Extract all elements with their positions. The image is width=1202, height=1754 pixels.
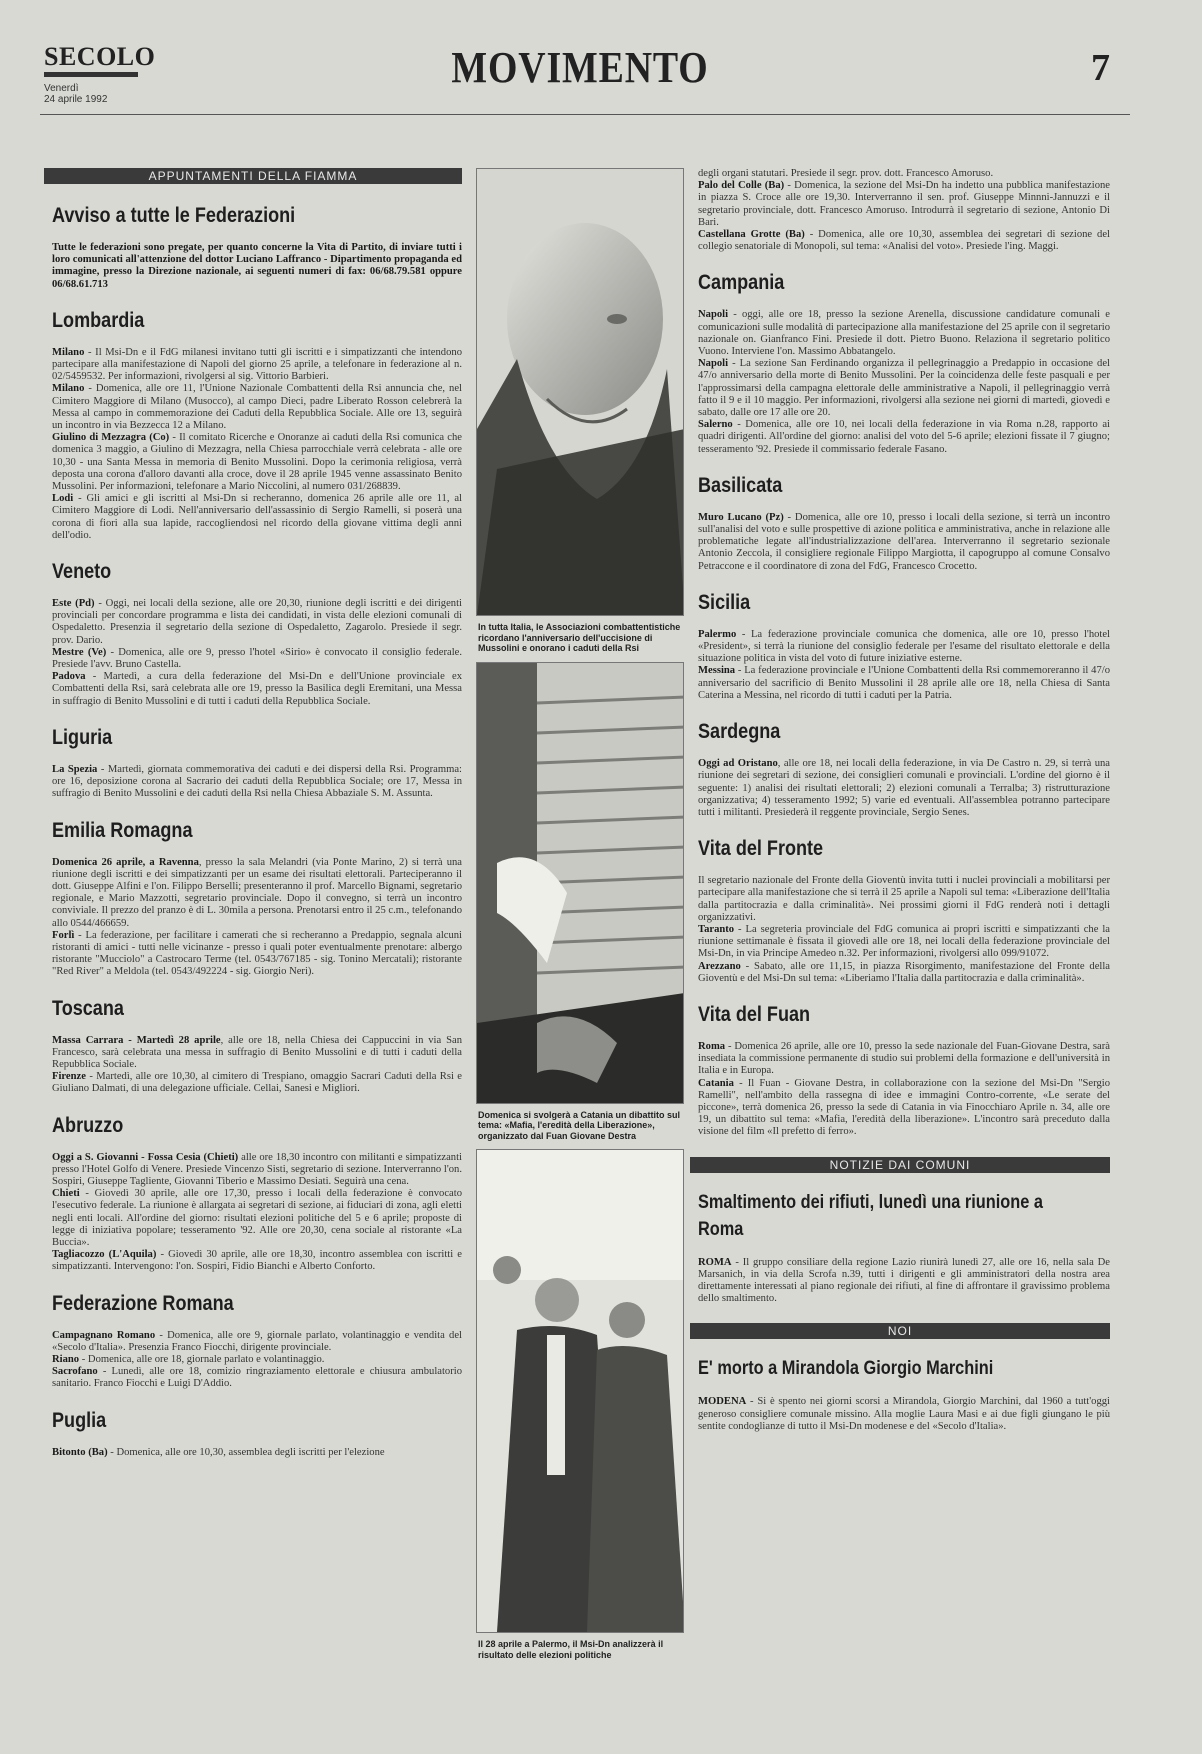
photo-mussolini-portrait <box>476 168 684 616</box>
notice-item <box>698 229 1110 253</box>
section-title: MOVIMENTO <box>451 43 709 92</box>
notice-lead: Padova <box>52 671 86 683</box>
notice-text: - Si è spento nei giorni scorsi a Mirandola, Giorgio Marchini, dal 1960 a tutt'oggi generoso consigliere comunale missino. Alla moglie Laura Masi e ai due figli giungano le più sentite condoglianze di tutto il Msi-Dn modenese e del «Secolo d'Italia». <box>698 1396 1110 1432</box>
notice-lead: Este (Pd) <box>52 598 95 610</box>
notice-item <box>52 1188 462 1249</box>
notice-lead: Castellana Grotte (Ba) <box>698 229 805 241</box>
notice-item <box>52 1152 462 1189</box>
toscana-body <box>52 1035 462 1096</box>
veneto-body <box>52 598 462 708</box>
notice-text: - La sezione San Ferdinando organizza il pellegrinaggio a Predappio in occasione del 47/o anniversario della morte di Benito Mussolini. Per la coincidenza delle feste pasquali e per l'approssimarsi della campagna elettorale delle amministrative a Napoli, il pellegrinaggio verrà fatto il 9 e il 10 maggio. Per informazioni, rivolgersi alla sezione nei giorni di martedì, giovedì e sabato, dalle ore 17 alle ore 20. <box>698 358 1110 419</box>
notice-item <box>52 383 462 432</box>
liguria-heading: Liguria <box>52 725 113 749</box>
notice-item <box>52 493 462 542</box>
puglia-heading: Puglia <box>52 1408 107 1432</box>
notice-lead: Oggi a S. Giovanni - Fossa Cesia (Chieti) <box>52 1151 239 1163</box>
lombardia-body <box>52 347 462 542</box>
notice-lead: Palermo <box>698 628 737 640</box>
emilia-body <box>52 857 462 979</box>
notice-text: - Il comitato Ricerche e Onoranze ai caduti della Rsi comunica che domenica 3 maggio, a Giulino di Mezzagra, nella Chiesa parrocchiale verrà celebrata - alle ore 10,30 - una Santa Messa in memoria di Benito Mussolini. Dopo la cerimonia religiosa, verrà deposta una corona d'alloro davanti alla croce, dove il 28 aprile 1945 venne assassinato Benito Mussolini. Per informazioni, telefonare a Mario Niccolini, al numero 031/268839. <box>52 432 462 493</box>
toscana-heading: Toscana <box>52 996 124 1020</box>
notice-item <box>52 930 462 979</box>
noi-headline: E' morto a Mirandola Giorgio Marchini <box>698 1358 994 1380</box>
noi-band: NOI <box>690 1323 1110 1339</box>
notice-item <box>52 1330 462 1354</box>
notice-lead: Napoli <box>698 358 729 370</box>
notice-item <box>52 1249 462 1273</box>
wall-scene-illustration <box>477 663 684 1103</box>
notice-text: - Martedì, giornata commemorativa dei caduti e dei dispersi della Rsi. Programma: ore 16, deposizione corona al Sacrario dei caduti della Repubblica Sociale; ore 17, Messa in suffragio di Benito Mussolini e dei caduti della Rsi nella Chiesa Abbaziale S. M. Assunta. <box>52 763 462 800</box>
fuan-heading: Vita del Fuan <box>698 1002 811 1026</box>
notice-item <box>698 758 1110 819</box>
notice-text: - Il gruppo consiliare della regione Lazio riunirà lunedì 27, alle ore 16, nella sala De Marsanich, in via della Scrofa n.39, tutti i dirigenti e gli amministratori della nostra area direttamente interessati al piano regionale dei rifiuti, al fine di affrontare il gravissimo problema dello smaltimento. <box>698 1256 1110 1305</box>
notice-lead: Milano <box>52 383 85 395</box>
notice-item <box>52 1447 462 1459</box>
notice-text: - Domenica, alle ore 9, presso l'hotel «Sirio» è convocato il consiglio federale. Presiede l'avv. Bruno Castella. <box>52 646 462 671</box>
notice-item <box>52 598 462 647</box>
campania-heading: Campania <box>698 271 785 295</box>
notice-text: - Domenica, alle ore 10, presso i locali della sezione, si terrà un incontro sull'analisi del voto e sulle prospettive di azione politica e amministrativa, anche in relazione alle problematiche legate all'industrializzazione dell'area. Interverranno il segretario sezionale Antonio Zeccola, il consigliere regionale Filippo Margiotta, il capogruppo al comune Consalvo Petraccone e il coordinatore di zona del FdG, Francesco Crocetto. <box>698 511 1110 572</box>
notice-text: - Giovedì 30 aprile, alle ore 18,30, incontro assemblea con iscritti e simpatizzanti. Intervengono: l'on. Sospiri, Fidio Bianchi e Alberto Conforto. <box>52 1249 462 1273</box>
notice-lead: Taranto <box>698 923 735 935</box>
notice-item <box>698 1078 1110 1139</box>
notice-text: - Domenica, alle ore 10,30, assemblea dei segretari di sezione del collegio senatoriale di Monopoli, sul tema: «Analisi del voto». Presiede l'ing. Maggi. <box>698 229 1110 253</box>
notice-text: degli organi statutari. Presiede il segr. prov. dott. Francesco Amoruso. <box>698 168 994 179</box>
notice-item <box>698 358 1110 419</box>
fuan-body <box>698 1041 1110 1139</box>
notice-item <box>698 629 1110 666</box>
notice-item <box>52 432 462 493</box>
notice-lead: Oggi ad Oristano <box>698 758 778 770</box>
notice-lead: ROMA <box>698 1256 732 1268</box>
notice-text: - Oggi, nei locali della sezione, alle ore 20,30, riunione degli iscritti e dei dirigenti provinciali per concordare programma e lista dei candidati, in vista delle elezioni comunali di Ospedaletto. Presenzia il segretario della sezione di Ospedaletto, Zagarolo. Presiede il segr. prov. Dario. <box>52 598 462 646</box>
notice-item <box>52 1354 462 1366</box>
comuni-body <box>698 1257 1110 1306</box>
notice-item <box>52 857 462 930</box>
notice-text: - La segreteria provinciale del FdG comunica ai propri iscritti e simpatizzanti che la riunione settimanale è fissata il giovedì alle ore 18, nei locali della federazione provinciale del Msi-Dn, in via Principe Amedeo n.32. Per informazioni, rivolgersi allo 099/91072. <box>698 923 1110 960</box>
notice-lead: Bitonto (Ba) <box>52 1446 108 1458</box>
notice-text: alle ore 18,30 incontro con militanti e simpatizzanti presso l'Hotel Golfo di Venere. Presiede Vincenzo Sisti, segretario di sezione. Interverranno l'on. Sospiri, Giuseppe Tagliente, Giovanni Tiberio e Massimo Desiati. Seguirà una cena. <box>52 1151 462 1187</box>
puglia-continued-body <box>698 168 1110 253</box>
notice-lead: Chieti <box>52 1188 80 1200</box>
veneto-heading: Veneto <box>52 560 112 584</box>
notice-lead: Domenica 26 aprile, a Ravenna <box>52 856 199 868</box>
notice-item <box>698 1257 1110 1306</box>
notice-lead: Firenze <box>52 1071 86 1083</box>
notice-item <box>52 1035 462 1072</box>
fronte-body <box>698 875 1110 985</box>
notice-lead: Salerno <box>698 419 733 431</box>
notice-item <box>52 764 462 801</box>
notice-text: , presso la sala Melandri (via Ponte Marino, 2) si terrà una riunione degli iscritti e dei simpatizzanti per un esame dei risultati elettorali. Parteciperanno il dott. Giuseppe Alfini e l'on. Filippo Berselli; presenteranno il prof. Marcello Bignami, segretario regionale, e Mario Mazzotti, segretario provinciale. Dopo il convegno, si terrà un incontro conviviale. Il prezzo del pranzo è di L. 30mila a persona. Prenotarsi entro il 25 c.m., telefonando allo 0544/466659. <box>52 856 462 929</box>
lombardia-heading: Lombardia <box>52 308 145 332</box>
notice-lead: Giulino di Mezzagra (Co) <box>52 432 170 444</box>
caption-3: Il 28 aprile a Palermo, il Msi-Dn analizzerà il risultato delle elezioni politiche <box>478 1639 664 1660</box>
puglia-body <box>52 1447 462 1459</box>
notice-lead: Roma <box>698 1040 726 1052</box>
masthead-brand <box>44 44 155 105</box>
notice-item <box>698 309 1110 358</box>
notice-text: - Domenica 26 aprile, alle ore 10, presso la sede nazionale del Fuan-Giovane Destra, sarà insediata la commissione permanente di studio sui problemi della formazione e dell'università in Italia e in Europa. <box>698 1040 1110 1077</box>
notice-text: - Domenica, alle ore 11, l'Unione Nazionale Combattenti della Rsi annuncia che, nel Cimitero Maggiore di Milano (Musocco), al campo Dieci, padre Liberato Rosson celebrerà la Messa al campo in commemorazione dei Caduti della Repubblica Sociale. Alle ore 13, seguirà un incontro in via Bezzecca 12 a Milano. <box>52 383 462 432</box>
caption-2: Domenica si svolgerà a Catania un dibattito sul tema: «Mafia, l'eredità della Liberazione», organizzato dal Fuan Giovane Destra <box>478 1109 681 1141</box>
notice-item <box>698 924 1110 961</box>
notice-text: - La federazione provinciale comunica che domenica, alle ore 10, presso l'hotel «President», si terrà la riunione del consiglio federale per l'esame del risultato elettorale e della situazione politica in vista del voto di future iniziative esterne. <box>698 628 1110 665</box>
notice-lead: Mestre (Ve) <box>52 646 107 658</box>
notice-text: - Gli amici e gli iscritti al Msi-Dn si recheranno, domenica 26 aprile alle ore 11, al Cimitero Maggiore di Lodi. Nell'anniversario dell'assassinio di Sergio Ramelli, si poserà una corona di fiori alla sua lapide, raccogliendosi nel ricordo della giovane vittima degli anni dell'odio. <box>52 493 462 541</box>
comuni-headline: Smaltimento dei rifiuti, lunedì una riunione a Roma <box>698 1191 1043 1240</box>
notice-text: - oggi, alle ore 18, presso la sezione Arenella, discussione candidature comunali e comunicazioni sulle modalità di partecipazione alla manifestazione del 25 aprile con il segretario nazionale on. Gianfranco Fini. Presiede il dott. Pietro Buono. Relaziona il segretario politico Vuono. Interviene l'on. Massimo Abbatangelo. <box>698 309 1110 358</box>
notice-lead: Milano <box>52 346 85 358</box>
notice-item <box>52 1366 462 1390</box>
romana-body <box>52 1330 462 1391</box>
notice-lead: Napoli <box>698 309 729 321</box>
notice-lead: Catania <box>698 1077 734 1089</box>
notice-item <box>698 512 1110 573</box>
crowd-scene-illustration <box>477 1150 684 1632</box>
page-number: 7 <box>1091 47 1110 89</box>
appuntamenti-band: APPUNTAMENTI DELLA FIAMMA <box>44 168 462 184</box>
portrait-illustration <box>477 169 684 615</box>
avviso-body <box>52 242 462 291</box>
emilia-heading: Emilia Romagna <box>52 818 193 842</box>
notice-text: - Sabato, alle ore 11,15, in piazza Risorgimento, manifestazione del Fronte della Gioventù e del Msi-Dn sul tema: «Liberiamo l'Italia dalla partitocrazia e dalla criminalità». <box>698 960 1110 984</box>
sardegna-heading: Sardegna <box>698 720 781 744</box>
dateline-weekday: Venerdì <box>44 83 79 94</box>
notice-item <box>698 665 1110 702</box>
avviso-heading: Avviso a tutte le Federazioni <box>52 204 296 227</box>
photo-wall-scene <box>476 662 684 1104</box>
notice-item <box>698 168 1110 180</box>
notice-item <box>52 647 462 671</box>
notice-text: - Giovedì 30 aprile, alle ore 17,30, presso i locali della federazione è convocato l'esecutivo federale. La riunione è allargata ai segretari di sezione, ai fiduciari di zona, agli eletti negli enti locali. All'ordine del giorno: risultati elezioni politiche del 5 e 6 aprile; proposte di legge di iniziativa popolare; tesseramento '92. Alle ore 20,30, cena sociale al ristorante «La Buccia». <box>52 1188 462 1248</box>
notice-text: - Domenica, alle ore 10,30, assemblea degli iscritti per l'elezione <box>107 1446 385 1458</box>
notice-item <box>52 347 462 384</box>
notice-lead: Lodi <box>52 493 74 505</box>
notice-lead: Muro Lucano (Pz) <box>698 511 784 523</box>
notice-text: - La federazione, per facilitare i camerati che si recheranno a Predappio, segnala alcuni ristoranti di amici - tutti nelle vicinanze - presso i quali poter eventualmente prenotare: albergo ristorante "Mucciolo" a Castrocaro Terme (tel. 0543/767185 - sig. Tonino Mercatali); ristorante "Red River" a Meldola (tel. 0543/492224 - sig. Giorgio Neri). <box>52 929 462 978</box>
right-column <box>690 168 1110 1451</box>
notice-text: , alle ore 18, nella Chiesa dei Cappuccini in via San Francesco, sarà celebrata una messa in suffragio di Benito Mussolini e di tutti i caduti della Repubblica Sociale. <box>52 1034 462 1070</box>
dateline-date: 24 aprile 1992 <box>44 94 108 105</box>
caption-1: In tutta Italia, le Associazioni combattentistiche ricordano l'anniversario dell'uccisione di Mussolini e onorano i caduti della Rsi <box>478 622 681 653</box>
notice-item <box>698 961 1110 985</box>
abruzzo-heading: Abruzzo <box>52 1113 124 1137</box>
basilicata-heading: Basilicata <box>698 473 783 497</box>
notice-lead: Forlì <box>52 929 75 941</box>
notice-text: - Lunedì, alle ore 18, comizio ringraziamento elettorale e chiusura ambulatorio sanitario. Franco Fiocchi e Luigi D'Addio. <box>52 1366 462 1390</box>
abruzzo-body <box>52 1152 462 1274</box>
notice-text: - Domenica, la sezione del Msi-Dn ha indetto una pubblica manifestazione in piazza S. Croce alle ore 19,30. Interverranno il sen. prof. Giuseppe Minnni-Jannuzzi e il segretario provinciale, dott. Francesco Amoruso. Introdurrà il segretario di sezione, Antonio Di Bari. <box>698 180 1110 228</box>
newspaper-logo: SECOLO <box>44 42 156 71</box>
basilicata-body <box>698 512 1110 573</box>
fronte-heading: Vita del Fronte <box>698 837 824 861</box>
campania-body <box>698 309 1110 455</box>
notice-lead: Campagnano Romano <box>52 1329 156 1341</box>
sicilia-heading: Sicilia <box>698 590 751 614</box>
notice-item <box>698 1041 1110 1078</box>
notice-item <box>698 180 1110 229</box>
notice-text: - Il Fuan - Giovane Destra, in collaborazione con la sezione del Msi-Dn "Sergio Ramelli", nell'ambito della rassegna di idee e immagini Contro-corrente, «Le serate del piccone», terrà domenica 26, presso la sede di Catania in via Finocchiaro Aprile n. 34, alle ore 19, un dibattito sul tema: «Mafia, l'eredità della liberazione». L'incontro sarà preceduto dalla visione del film «Il prefetto di ferro». <box>698 1077 1110 1138</box>
notice-item <box>52 1071 462 1095</box>
notice-lead: Arezzano <box>698 960 741 972</box>
notice-lead: MODENA <box>698 1396 747 1408</box>
notice-text: - Il Msi-Dn e il FdG milanesi invitano tutti gli iscritti e i simpatizzanti che intendono partecipare alla manifestazione di Napoli del giorno 25 aprile, a telefonare in federazione al n. 02/5459532. Per informazioni, rivolgersi al sig. Vittorio Barbieri. <box>52 346 462 383</box>
notice-text: Il segretario nazionale del Fronte della Gioventù invita tutti i nuclei provinciali a mobilitarsi per partecipare alla manifestazione che si terrà il 25 aprile a Napoli sul tema: «Liberazione dell'Italia dalla partitocrazia e dalla criminalità». Nei prossimi giorni il FdG renderà noti i dettagli organizzativi. <box>698 875 1110 923</box>
notice-lead: Messina <box>698 665 736 677</box>
notice-item <box>698 1396 1110 1433</box>
notice-text: - Domenica, alle ore 10, nei locali della federazione in via Roma n.28, rapporto ai quadri dirigenti. All'ordine del giorno: analisi del voto del 5-6 aprile; elezioni fissate il 7 giugno; tesseramento '92. Presiede il commissario federale Fasano. <box>698 419 1110 455</box>
romana-heading: Federazione Romana <box>52 1291 234 1315</box>
notice-text: - Martedì, a cura della federazione del Msi-Dn e dell'Unione provinciale ex Combattenti della Rsi, sarà celebrata alle ore 19, presso la Basilica degli Eremitani, una Messa in suffragio di Benito Mussolini e di tutti i caduti della Repubblica Sociale. <box>52 671 462 707</box>
logo-underline <box>44 72 138 77</box>
notice-text: - Martedì, alle ore 10,30, al cimitero di Trespiano, omaggio Sacrari Caduti della Rsi e Giuliano Dalmati, di una delegazione ufficiale. Cellai, Sanesi e Migliori. <box>52 1071 462 1095</box>
avviso-text: Tutte le federazioni sono pregate, per quanto concerne la Vita di Partito, di inviare tutti i loro comunicati all'attenzione del dottor Luciano Laffranco - Dipartimento propaganda ed immagine, presso la Direzione nazionale, ai seguenti numeri di fax: 06/68.79.581 oppure 06/68.61.713 <box>52 242 462 290</box>
photo-crowd-scene <box>476 1149 684 1633</box>
notice-item <box>698 419 1110 456</box>
sardegna-body <box>698 758 1110 819</box>
notice-lead: Riano <box>52 1353 80 1365</box>
header-rule <box>40 114 1130 115</box>
notice-text: - Domenica, alle ore 9, giornale parlato, volantinaggio e vendita del «Secolo d'Italia». Presenzia Franco Fiocchi, dirigente provinciale. <box>52 1329 462 1353</box>
notice-item <box>698 875 1110 924</box>
photo-column <box>476 168 684 1668</box>
notice-text: , alle ore 18, nei locali della federazione, in via De Castro n. 29, si terrà una riunione dei segretari di sezione, dei consiglieri comunali e provinciali. L'ordine del giorno è il seguente: 1) analisi dei risultati elettorali; 2) elezioni comunali a Terralba; 3) ristrutturazione organizzativa; 4) tesseramento 1992; 5) varie ed eventuali. All'assemblea potranno partecipare tutti i militanti. Presiederà il reggente provinciale, Sergio Senes. <box>698 758 1110 818</box>
notice-text: - Domenica, alle ore 18, giornale parlato e volantinaggio. <box>79 1353 325 1365</box>
comuni-band: NOTIZIE DAI COMUNI <box>690 1157 1110 1173</box>
left-column <box>44 168 462 1477</box>
liguria-body <box>52 764 462 801</box>
notice-lead: Palo del Colle (Ba) <box>698 180 785 192</box>
notice-lead: Massa Carrara - Martedì 28 aprile <box>52 1034 221 1046</box>
notice-lead: Tagliacozzo (L'Aquila) <box>52 1249 157 1261</box>
notice-lead: La Spezia <box>52 763 98 775</box>
notice-text: - La federazione provinciale e l'Unione Combattenti della Rsi commemoreranno il 47/o anniversario del sacrificio di Benito Mussolini il 28 aprile alle ore 18, nella Chiesa di Santa Caterina a Messina, nel ricordo di tutti i caduti per la Patria. <box>698 665 1110 701</box>
noi-body <box>698 1396 1110 1433</box>
sicilia-body <box>698 629 1110 702</box>
notice-lead: Sacrofano <box>52 1366 98 1378</box>
notice-item <box>52 671 462 708</box>
